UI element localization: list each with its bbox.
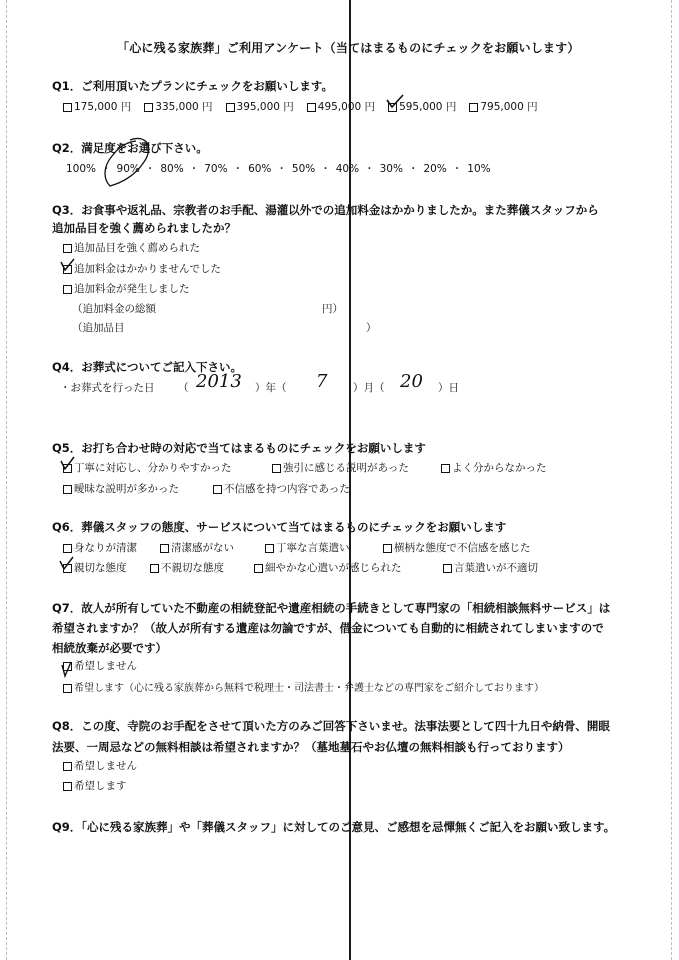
- checkmark-icon: [59, 556, 75, 571]
- checkmark-icon: [61, 660, 73, 678]
- q3-items-label: （追加品目: [72, 322, 125, 334]
- q2-sep: ・: [407, 163, 419, 175]
- q1-options: [63, 99, 538, 114]
- q6-option[interactable]: 身なりが清潔: [63, 540, 137, 555]
- q6-option[interactable]: 横柄な態度で不信感を感じた: [383, 540, 531, 555]
- q3-option[interactable]: 追加料金が発生しました: [63, 281, 190, 296]
- q8-option[interactable]: 希望します: [63, 778, 127, 793]
- q5-option-checked[interactable]: 丁寧に対応し、分かりやすかった: [63, 460, 232, 475]
- q4-open-paren: （: [178, 382, 189, 394]
- checkmark-icon: [60, 456, 76, 471]
- q5-option[interactable]: 不信感を持つ内容であった: [213, 481, 350, 496]
- q5-option[interactable]: よく分からなかった: [441, 460, 547, 475]
- q6-option[interactable]: 清潔感がない: [160, 540, 234, 555]
- q2-sep: ・: [451, 163, 463, 175]
- q2-option[interactable]: 80%: [160, 162, 184, 175]
- q4-year-value[interactable]: 2013: [196, 371, 242, 392]
- q1-option[interactable]: 175,000 円: [63, 99, 131, 114]
- q2-option[interactable]: 100%: [66, 162, 97, 175]
- q1-option[interactable]: 395,000 円: [226, 99, 294, 114]
- q1-option[interactable]: 495,000 円: [307, 99, 375, 114]
- q1-option[interactable]: 335,000 円: [144, 99, 212, 114]
- fold-line: [349, 0, 351, 960]
- q4-month-value[interactable]: 7: [316, 371, 328, 392]
- q1-option[interactable]: 795,000 円: [469, 99, 537, 114]
- q2-sep: ・: [188, 163, 200, 175]
- q3-question-line2: 追加品目を強く薦められましたか？: [52, 221, 236, 235]
- q7-option[interactable]: 希望します（心に残る家族葬から無料で税理士・司法書士・弁護士などの専門家をご紹介しております）: [63, 679, 544, 694]
- q2-option-selected[interactable]: 90%: [116, 162, 140, 175]
- scan-edge-right: [671, 0, 673, 960]
- q8-question-line2: 法要、一周忌などの無料相談は希望されますか？（墓地墓石やお仏壇の無料相談も行っております）: [52, 740, 570, 754]
- q2-question: Q2．満足度をお選び下さい。: [52, 141, 208, 155]
- q3-option-checked[interactable]: 追加料金はかかりませんでした: [63, 261, 221, 276]
- q1-question: Q1．ご利用頂いたプランにチェックをお願いします。: [52, 79, 334, 93]
- survey-title: 「心に残る家族葬」ご利用アンケート（当てはまるものにチェックをお願いします）: [117, 41, 580, 55]
- q1-option-checked[interactable]: 595,000 円: [388, 99, 456, 114]
- q4-month-unit: ）月（: [353, 382, 385, 394]
- q4-date-prefix: ・お葬式を行った日: [60, 382, 155, 394]
- q6-option[interactable]: 丁寧な言葉遣い: [265, 540, 350, 555]
- q2-sep: ・: [320, 163, 331, 175]
- q8-option[interactable]: 希望しません: [63, 758, 137, 773]
- q5-option[interactable]: 曖昧な説明が多かった: [63, 481, 179, 496]
- q4-day-value[interactable]: 20: [400, 371, 423, 392]
- q6-option[interactable]: 細やかな心遣いが感じられた: [254, 560, 402, 575]
- checkmark-icon: [60, 258, 76, 272]
- q2-option[interactable]: 70%: [204, 162, 228, 175]
- q2-option[interactable]: 40%: [335, 162, 360, 175]
- q4-day-unit: ）日: [438, 382, 459, 394]
- q3-option[interactable]: 追加品目を強く薦められた: [63, 240, 200, 255]
- q2-option[interactable]: 20%: [423, 162, 447, 175]
- q6-option[interactable]: 言葉遣いが不適切: [443, 560, 538, 575]
- q2-option[interactable]: 30%: [379, 162, 403, 175]
- q2-option[interactable]: 60%: [248, 162, 272, 175]
- scan-edge-left: [6, 0, 8, 960]
- q5-question: Q5．お打ち合わせ時の対応で当てはまるものにチェックをお願いします: [52, 441, 426, 455]
- q5-option[interactable]: 強引に感じる説明があった: [272, 460, 409, 475]
- q6-option-checked[interactable]: 親切な態度: [63, 560, 127, 575]
- q7-option-checked[interactable]: 希望しません: [63, 658, 137, 673]
- q2-sep: ・: [144, 163, 156, 175]
- q2-sep: ・: [232, 163, 244, 175]
- q3-question-line1: Q3．お食事や返礼品、宗教者のお手配、湯灌以外での追加料金はかかりましたか。また葬儀スタッフから: [52, 203, 599, 217]
- hand-circle-icon: [100, 132, 160, 192]
- q3-items-close: ）: [366, 322, 377, 334]
- q4-question: Q4．お葬式についてご記入下さい。: [52, 360, 243, 374]
- q2-sep: ・: [364, 163, 375, 175]
- checkmark-icon: [386, 94, 406, 110]
- q3-total-unit: 円）: [322, 303, 343, 315]
- q7-question-line2: 希望されますか？（故人が所有する遺産は勿論ですが、借金についても自動的に相続されてしまいますので: [52, 621, 604, 635]
- q7-question-line1: Q7．故人が所有していた不動産の相続登記や遺産相続の手続きとして専門家の「相続相談無料サービス」は: [52, 601, 611, 615]
- q7-question-line3: 相続放棄が必要です）: [52, 641, 167, 655]
- q3-total-label: （追加料金の総額: [72, 303, 156, 315]
- q8-question-line1: Q8．この度、寺院のお手配をさせて頂いた方のみご回答下さいませ。法事法要として四十九日や納骨、開眼: [52, 719, 610, 733]
- q2-sep: ・: [101, 163, 112, 175]
- q9-question: Q9．「心に残る家族葬」や「葬儀スタッフ」に対してのご意見、ご感想を忌憚無くご記入をお願い致します。: [52, 820, 616, 834]
- q9-answer-area[interactable]: [52, 842, 622, 942]
- q2-option[interactable]: 50%: [291, 162, 316, 175]
- q6-option[interactable]: 不親切な態度: [150, 560, 224, 575]
- q6-question: Q6．葬儀スタッフの態度、サービスについて当てはまるものにチェックをお願いします: [52, 520, 507, 534]
- q4-year-unit: ）年（: [255, 382, 287, 394]
- q2-option[interactable]: 10%: [467, 162, 491, 175]
- q2-sep: ・: [276, 163, 287, 175]
